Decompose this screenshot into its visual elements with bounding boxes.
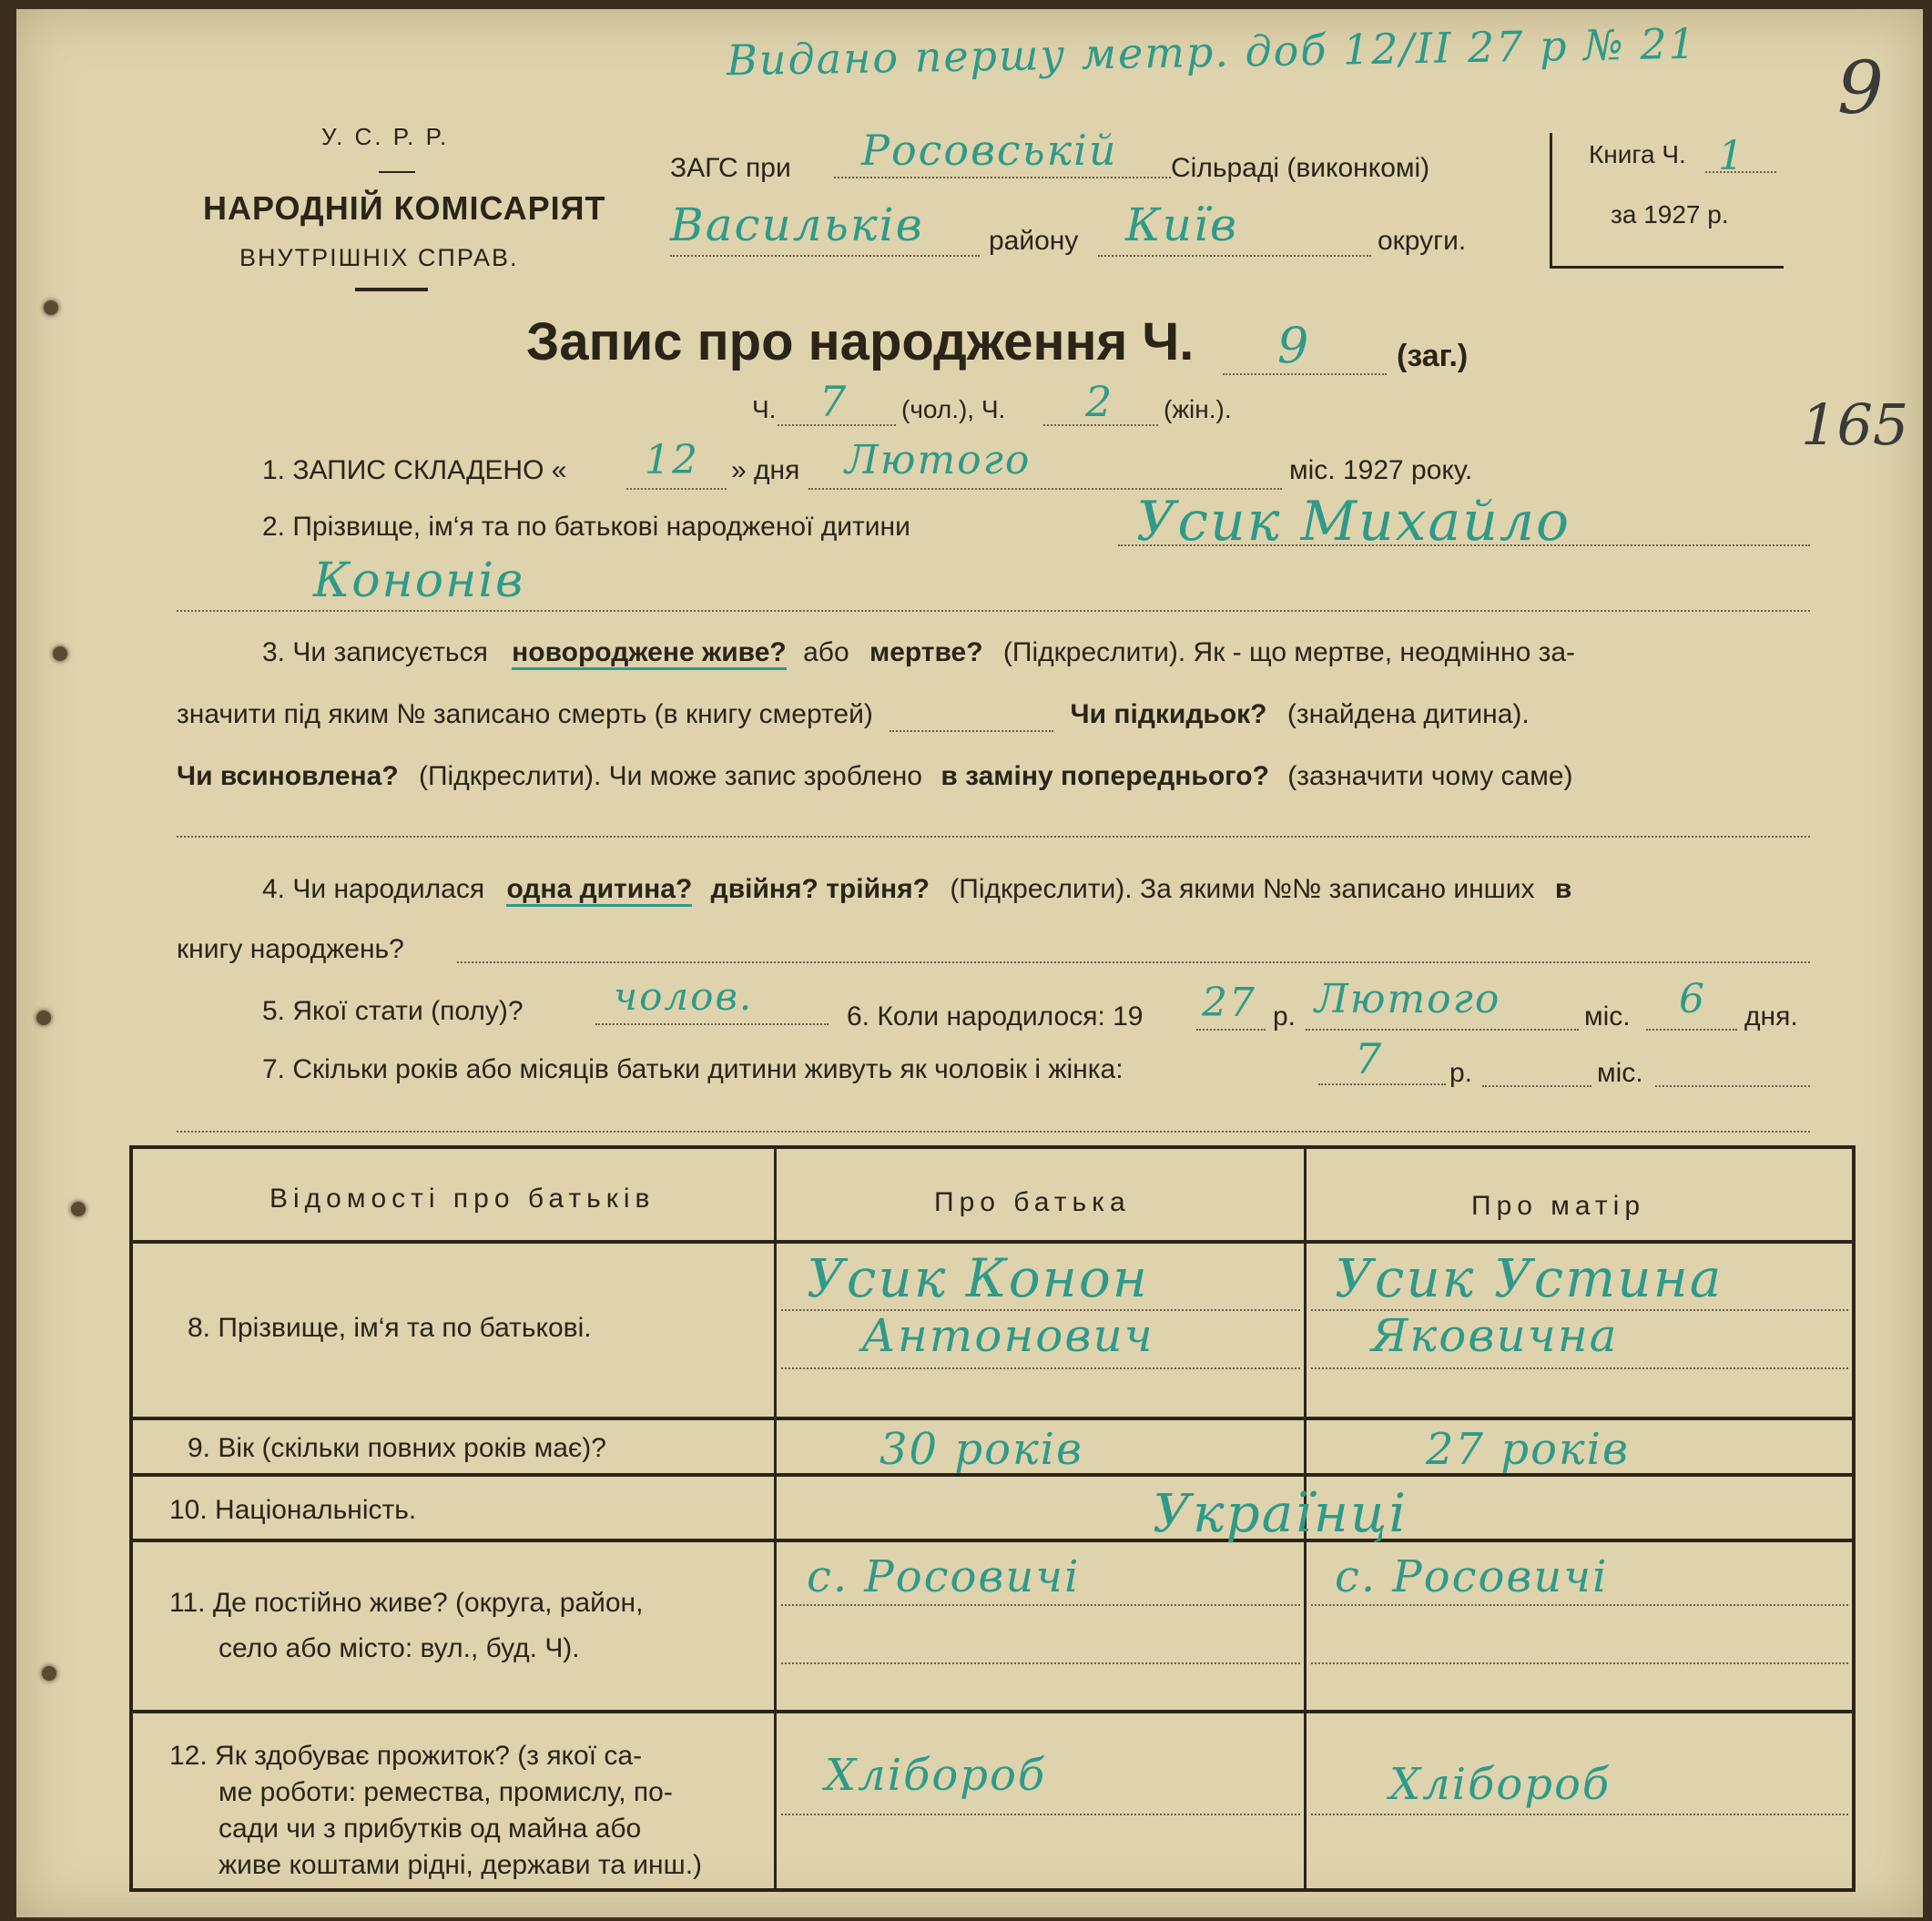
side-number: 165 xyxy=(1801,391,1909,458)
book-label: Книга Ч. xyxy=(1589,140,1686,168)
divider xyxy=(379,171,415,173)
item2-label: 2. Прізвище, ім‘я та по батькові народженої дитини xyxy=(262,512,910,542)
item4-line2: книгу народжень? xyxy=(177,934,404,964)
item3-reason: (зазначити чому саме) xyxy=(1287,761,1573,791)
item7-r: р. xyxy=(1449,1058,1473,1088)
punch-hole xyxy=(71,1202,86,1216)
item1-end: міс. 1927 року. xyxy=(1289,455,1473,485)
male-number: 7 xyxy=(819,377,849,426)
item1-label: 1. ЗАПИС СКЛАДЕНО « xyxy=(262,455,567,485)
zags-value: Росовській xyxy=(861,126,1118,175)
item3-adopted: Чи всиновлена? xyxy=(177,761,399,791)
punch-hole xyxy=(53,646,67,661)
zags-field xyxy=(834,126,1171,178)
book-number-field xyxy=(1705,133,1776,179)
item3-found-child: (знайдена дитина). xyxy=(1286,699,1530,729)
item3-line2 xyxy=(177,699,1530,732)
row8-father-surname: Усик Конон xyxy=(807,1247,1149,1309)
item6-day-field xyxy=(1646,976,1737,1031)
district-label: району xyxy=(989,226,1079,256)
book-year: за 1927 р. xyxy=(1611,200,1729,229)
table-header-info: Відомості про батьків xyxy=(269,1184,656,1214)
row9-father-age: 30 років xyxy=(880,1424,1083,1475)
table-dotted-line xyxy=(781,1662,1300,1664)
item5-field xyxy=(595,974,829,1025)
corner-number: 9 xyxy=(1837,46,1884,130)
zags-label: ЗАГС при xyxy=(670,153,791,183)
punch-hole xyxy=(36,1011,51,1025)
row8-father-patronymic: Антонович xyxy=(861,1309,1154,1362)
item4-line1 xyxy=(262,874,1571,905)
item3-death-ref: значити під яким № записано смерть (в книгу смертей) xyxy=(177,699,873,729)
table-col-divider xyxy=(774,1149,777,1888)
item3-foundling: Чи підкидьок? xyxy=(1070,699,1267,729)
row11-father-residence: с. Росовичі xyxy=(807,1551,1081,1602)
item1-month-field xyxy=(808,437,1282,490)
title-suffix: (заг.) xyxy=(1397,339,1469,373)
item7-tail-line xyxy=(1655,1085,1810,1087)
table-dotted-line xyxy=(781,1604,1300,1606)
female-number: 2 xyxy=(1085,377,1114,426)
item5-value: чолов. xyxy=(614,974,754,1019)
item3-replace-q: (Підкреслити). Чи може запис зроблено xyxy=(419,761,922,791)
item7-years-field xyxy=(1318,1034,1446,1085)
sub-ch-label: Ч. xyxy=(752,395,777,423)
row8-mother-patronymic: Яковична xyxy=(1371,1309,1619,1362)
item7-label: 7. Скільки років або місяців батьки дитини живуть як чоловік і жінка: xyxy=(262,1054,1124,1084)
okrug-label: округи. xyxy=(1378,226,1467,256)
item6-day: 6 xyxy=(1679,976,1706,1022)
item6-year-field xyxy=(1196,980,1266,1031)
item4-single: одна дитина? xyxy=(506,874,692,907)
row10-label: 10. Національність. xyxy=(169,1495,417,1525)
item3-instruction: (Підкреслити). Як - що мертве, неодмінно за- xyxy=(1002,637,1576,667)
zags-suffix: Сільраді (виконкомі) xyxy=(1171,153,1430,183)
birth-record-page xyxy=(16,9,1923,1917)
internal-affairs-label: ВНУТРІШНІХ СПРАВ. xyxy=(239,244,519,271)
item4-question: 4. Чи народилася xyxy=(262,874,485,904)
item3-line3 xyxy=(177,761,1573,792)
row11-label-line2: село або місто: вул., буд. Ч). xyxy=(219,1633,580,1663)
punch-hole xyxy=(44,300,58,315)
table-header-father: Про батька xyxy=(934,1187,1131,1217)
row11-label-line1: 11. Де постійно живе? (округа, район, xyxy=(169,1588,644,1618)
row12-mother-occupation: Хлібороб xyxy=(1389,1759,1612,1810)
row11-mother-residence: с. Росовичі xyxy=(1335,1551,1609,1602)
item2-value1: Усик Михайло xyxy=(1136,490,1571,554)
item3-question: 3. Чи записується xyxy=(262,637,488,667)
item7-mis: міс. xyxy=(1597,1058,1643,1088)
row12-label-line3: сади чи з прибутків од майна або xyxy=(219,1814,642,1844)
table-dotted-line xyxy=(1311,1662,1848,1664)
item6-month: Лютого xyxy=(1315,976,1501,1022)
table-dotted-line xyxy=(781,1367,1300,1369)
punch-hole xyxy=(42,1666,56,1681)
commissariat-title: НАРОДНІЙ КОМІСАРІЯТ xyxy=(203,189,606,227)
item6-r: р. xyxy=(1273,1001,1296,1032)
female-number-field xyxy=(1043,377,1158,426)
item7-years: 7 xyxy=(1355,1034,1384,1083)
row12-label-line2: ме роботи: ремества, промислу, по- xyxy=(219,1777,673,1807)
row12-father-occupation: Хлібороб xyxy=(825,1750,1047,1801)
item4-in: в xyxy=(1554,874,1572,904)
female-label: (жін.). xyxy=(1164,395,1232,423)
item3-dead: мертве? xyxy=(869,637,983,667)
item6-dnia: дня. xyxy=(1744,1001,1798,1032)
item3-death-field xyxy=(890,699,1053,732)
table-row-divider xyxy=(133,1417,1852,1420)
title-number: 9 xyxy=(1277,317,1311,374)
item2-value2: Кононів xyxy=(313,554,525,608)
table-dotted-line xyxy=(1311,1814,1848,1815)
district-field xyxy=(670,198,980,257)
item6-mis: міс. xyxy=(1584,1001,1631,1032)
item3-or: або xyxy=(803,637,849,667)
item3-line1 xyxy=(262,637,1575,668)
table-row-divider xyxy=(133,1240,1852,1244)
item3-newborn-alive: новороджене живе? xyxy=(512,637,787,670)
ussr-label: У. С. Р. Р. xyxy=(321,123,450,150)
row9-label: 9. Вік (скільки повних років має)? xyxy=(188,1433,606,1463)
row9-mother-age: 27 років xyxy=(1426,1424,1630,1475)
book-number: 1 xyxy=(1718,133,1745,179)
row12-label-line1: 12. Як здобуває прожиток? (з якої са- xyxy=(169,1741,643,1771)
table-dotted-line xyxy=(1311,1367,1848,1369)
okrug-value: Київ xyxy=(1125,198,1238,251)
item3-replace: в заміну попереднього? xyxy=(941,761,1269,791)
row12-label-line4: живе коштами рідні, держави та инш.) xyxy=(219,1850,703,1880)
item1-day-field xyxy=(626,437,727,490)
table-dotted-line xyxy=(781,1814,1300,1815)
divider xyxy=(355,288,428,291)
row8-label: 8. Прізвище, ім‘я та по батькові. xyxy=(188,1313,592,1343)
okrug-field xyxy=(1098,198,1371,257)
row8-mother-surname: Усик Устина xyxy=(1335,1247,1724,1309)
table-row-divider xyxy=(133,1710,1852,1713)
item3-blank-line xyxy=(177,836,1810,838)
item5-label: 5. Якої стати (полу)? xyxy=(262,996,524,1026)
item6-month-field xyxy=(1306,976,1579,1031)
item7-months-field xyxy=(1482,1085,1591,1087)
item2-field-line1 xyxy=(1118,490,1810,554)
item7-blank-line xyxy=(177,1131,1810,1133)
item1-mid: » дня xyxy=(731,455,800,485)
district-value: Васильків xyxy=(670,198,924,251)
item6-label: 6. Коли народилося: 19 xyxy=(847,1001,1144,1032)
row10-nationality: Українці xyxy=(1153,1482,1408,1544)
top-handwritten-note: Видано першу метр. доб 12/ІІ 27 р № 21 xyxy=(726,18,1698,86)
table-dotted-line xyxy=(1311,1604,1848,1606)
item4-twins: двійня? трійня? xyxy=(710,874,930,904)
item6-year: 27 xyxy=(1202,980,1256,1026)
male-number-field xyxy=(778,377,896,426)
male-label: (чол.), Ч. xyxy=(901,395,1006,423)
title-number-field xyxy=(1223,317,1387,375)
item4-instruction: (Підкреслити). За якими №№ записано инших xyxy=(950,874,1535,904)
item1-month: Лютого xyxy=(845,437,1032,483)
table-header-mother: Про матір xyxy=(1471,1191,1646,1221)
item4-blank-line xyxy=(457,961,1810,963)
table-row-divider xyxy=(133,1539,1852,1542)
book-box xyxy=(1550,133,1784,269)
item2-field-line2 xyxy=(177,554,1810,612)
item1-day: 12 xyxy=(645,437,699,483)
parents-table xyxy=(129,1145,1856,1892)
record-title: Запис про народження Ч. xyxy=(526,312,1195,371)
